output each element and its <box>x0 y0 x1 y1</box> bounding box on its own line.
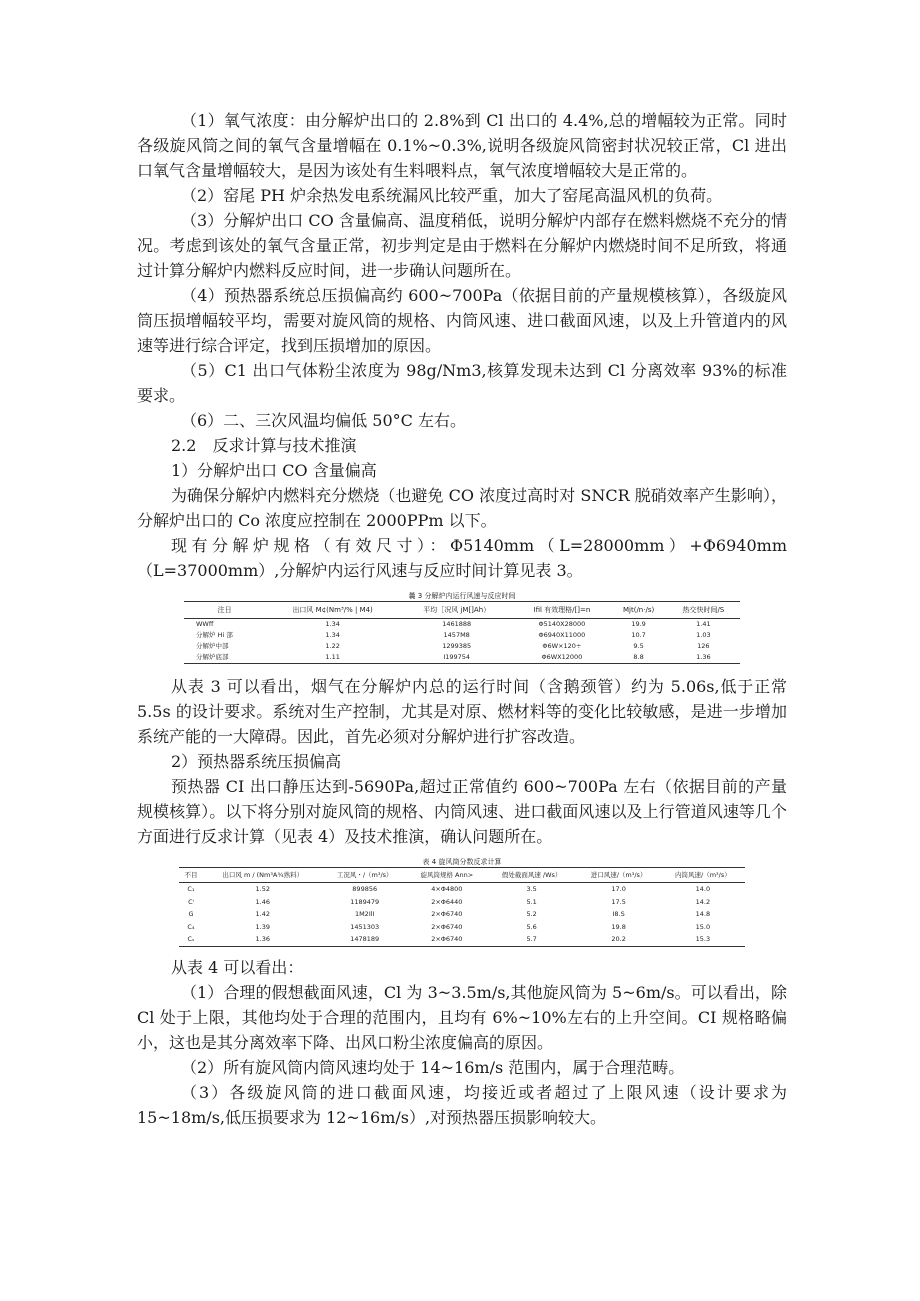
bottom-paragraphs <box>137 955 787 1130</box>
table4-header: 不目 <box>179 868 203 883</box>
table-row <box>179 908 745 921</box>
table-cell: 1.52 <box>255 885 271 893</box>
table3-header-row <box>184 602 740 619</box>
table-cell: 1451303 <box>350 922 380 931</box>
table-cell: 5.1 <box>526 897 537 906</box>
table-row <box>179 896 745 909</box>
table4-header: 内筒风速/（m³/s） <box>661 868 745 883</box>
table3-header: Ifil 有效理格/[]=n <box>513 602 610 619</box>
table-cell: 14.2 <box>695 897 711 906</box>
table-cell: 126 <box>697 642 710 650</box>
middle-paragraphs <box>137 674 787 849</box>
table-cell: 8.8 <box>633 653 644 661</box>
table-cell: 10.7 <box>631 631 646 639</box>
para-ph-boiler: （2）窑尾 PH 炉余热发电系统漏风比较严重，加大了窑尾高温风机的负荷。 <box>181 186 723 205</box>
table-row <box>184 641 740 652</box>
table-cell: 19.8 <box>611 922 626 931</box>
table-cell: 20.2 <box>611 935 626 943</box>
table4-header: 出口风 m / (Nm³A¾熟料） <box>203 868 323 883</box>
table3 <box>184 601 740 664</box>
table-cell: 2×Φ6740 <box>431 922 463 931</box>
table-cell: 1.41 <box>696 620 711 628</box>
table-cell: G <box>188 910 194 918</box>
table-cell: 14.0 <box>695 885 711 893</box>
table4-header-row <box>179 868 745 883</box>
table3-header: 出口风 M¢(Nm³/% | M4) <box>265 602 400 619</box>
table-cell: Cⁱ <box>188 897 194 906</box>
table-cell: 1299385 <box>442 642 472 650</box>
table-cell: 3.5 <box>526 885 537 893</box>
table-cell: 分解炉 Hi 部 <box>196 631 233 639</box>
table-cell: 4×Φ4800 <box>431 885 463 893</box>
table-cell: C₁ <box>187 885 195 893</box>
para-table3-analysis: 从表 3 可以看出，烟气在分解炉内总的运行时间（含鹅颈管）约为 5.06s,低于正常 5.5s 的设计要求。系统对生产控制，尤其是对原、燃材料等的变化比较敏感，是进一步增加系统产能的一大障碍。因此，首先必须对分解炉进行扩容改造。 <box>137 677 787 746</box>
para-air-temp: （6）二、三次风温均偏低 50°C 左右。 <box>181 411 466 430</box>
table-cell: Cₛ <box>187 935 195 943</box>
table-cell: 1.34 <box>325 631 340 639</box>
table-cell: 1.34 <box>325 620 340 628</box>
table-cell: 1.22 <box>325 642 340 650</box>
table4-caption: 表 4 旋风筒分数反求计算 <box>422 858 502 866</box>
table-cell: Φ6WX12000 <box>541 653 583 661</box>
para-calciner-spec: 现有分解炉规格（有效尺寸）：Φ5140mm（L=28000mm）+Φ6940mm（L=37000mm）,分解炉内运行风速与反应时间计算见表 3。 <box>137 536 787 580</box>
subheading-co: 1）分解炉出口 CO 含量偏高 <box>171 461 377 480</box>
table-cell: 15.3 <box>695 935 711 943</box>
table-cell: 1478189 <box>350 935 380 943</box>
table-cell: 1.03 <box>696 631 711 639</box>
table-cell: 1.42 <box>255 910 271 918</box>
table-cell: C₄ <box>187 922 195 931</box>
table-cell: 1.46 <box>255 897 271 906</box>
table-cell: 1.39 <box>255 922 271 931</box>
top-paragraphs <box>137 108 787 583</box>
para-oxygen: （1）氧气浓度：由分解炉出口的 2.8%到 Cl 出口的 4.4%,总的增幅较为正常。同时各级旋风筒之间的氧气含量增幅在 0.1%~0.3%,说明各级旋风筒密封状况较正常，Cl 进出口氧气含量增幅较大，是因为该处有生料喂料点，氧气浓度增幅较大是正常的。 <box>137 111 787 180</box>
table-cell: 2×Φ6740 <box>431 935 463 943</box>
table-cell: 17.5 <box>611 897 626 906</box>
table-cell: 2×Φ6440 <box>431 897 463 906</box>
table-cell: 899856 <box>352 885 378 893</box>
table-cell: 17.0 <box>611 885 626 893</box>
table4-header: 进口风速/（m³/s） <box>576 868 660 883</box>
table4 <box>179 867 745 947</box>
subheading-preheater: 2）预热器系统压损偏高 <box>171 752 342 771</box>
table-row <box>184 619 740 631</box>
table-cell: 5.6 <box>526 922 537 931</box>
table-cell: 1461888 <box>442 620 472 628</box>
table3-header: 热交快时间/S <box>667 602 740 619</box>
table-cell: 15.0 <box>695 922 711 931</box>
para-preheater-pressure: 预热器 CI 出口静压达到-5690Pa,超过正常值约 600~700Pa 左右（依据目前的产量规模核算）。以下将分别对旋风筒的规格、内筒风速、进口截面风速以及上行管道风速等几个方面进行反求计算（见表 4）及技术推演，确认问题所在。 <box>137 777 787 846</box>
para-inner-velocity: （2）所有旋风筒内筒风速均处于 14~16m/s 范围内，属于合理范畴。 <box>181 1057 685 1077</box>
table4-header: 假处截面风速 /Ws） <box>487 868 577 883</box>
para-pressure-loss: （4）预热器系统总压损偏高约 600~700Pa（依据目前的产量规模核算），各级旋风筒压损增幅较平均，需要对旋风筒的规格、内筒风速、进口截面风速，以及上升管道内的风速等进行综合评定，找到压损增加的原因。 <box>137 286 787 355</box>
table-cell: 5.7 <box>526 935 537 943</box>
table-cell: Φ6W×120÷ <box>542 642 582 650</box>
table-cell: 9.5 <box>633 642 644 650</box>
section-heading: 2.2 反求计算与技术推演 <box>171 436 357 455</box>
table-cell: Φ5140X28000 <box>538 620 586 628</box>
table-cell: 1.36 <box>255 935 271 943</box>
table-row <box>184 630 740 641</box>
table-cell: I199754 <box>443 653 471 661</box>
table-row <box>179 883 745 896</box>
table-cell: 5.2 <box>526 910 537 918</box>
table4-header: 工况风・/（m³/s） <box>323 868 407 883</box>
table-cell: 1M2IlI <box>354 910 375 918</box>
table-row <box>179 921 745 934</box>
table-cell: 1.11 <box>325 653 340 661</box>
table3-header: 平均［况风 jM[]Ah） <box>400 602 513 619</box>
para-dust: （5）C1 出口气体粉尘浓度为 98g/Nm3,核算发现未达到 Cl 分离效率 93%的标准要求。 <box>137 361 787 405</box>
para-co-control: 为确保分解炉内燃料充分燃烧（也避免 CO 浓度过高时对 SNCR 脱硝效率产生影响），分解炉出口的 Co 浓度应控制在 2000PPm 以下。 <box>137 486 787 530</box>
table3-caption: 曩 3 分解炉内运行风速与反应时间 <box>408 592 516 600</box>
table3-header: Mjt(/n·/s) <box>610 602 666 619</box>
table-cell: Φ6940X11000 <box>538 631 586 639</box>
para-co-content: （3）分解炉出口 CO 含量偏高、温度稍低，说明分解炉内部存在燃料燃烧不充分的情况。考虑到该处的氧气含量正常，初步判定是由于燃料在分解炉内燃烧时间不足所致，将通过计算分解炉内燃料反应时间，进一步确认问题所在。 <box>137 211 787 280</box>
table4-header: 旋风筒规格 Ann> <box>407 868 487 883</box>
document-page <box>137 108 787 1130</box>
table-cell: I8.S <box>612 910 625 918</box>
table-cell: 1457M8 <box>443 631 470 639</box>
table-cell: 1.36 <box>696 653 711 661</box>
table-cell: 1189479 <box>350 897 380 906</box>
table-cell: 14.8 <box>695 910 711 918</box>
para-table4-intro: 从表 4 可以看出： <box>171 957 304 977</box>
table-row <box>179 933 745 946</box>
table-cell: WWff <box>196 620 214 628</box>
table-cell: 分解炉中部 <box>196 642 229 650</box>
table3-header: 注日 <box>184 602 265 619</box>
table-cell: 2×Φ6740 <box>431 910 463 918</box>
table-row <box>184 652 740 664</box>
para-section-velocity: （1）合理的假想截面风速，Cl 为 3~3.5m/s,其他旋风筒为 5~6m/s。可以看出，除 Cl 处于上限，其他均处于合理的范围内，且均有 6%~10%左右的上升空间。CI 规格略偏小，这也是其分离效率下降、出风口粉尘浓度偏高的原因。 <box>137 982 787 1052</box>
para-inlet-velocity: （3）各级旋风筒的进口截面风速，均接近或者超过了上限风速（设计要求为 15~18m/s,低压损要求为 12~16m/s）,对预热器压损影响较大。 <box>137 1082 787 1127</box>
table-cell: 19.9 <box>631 620 646 628</box>
table-cell: 分解炉底部 <box>196 653 229 661</box>
